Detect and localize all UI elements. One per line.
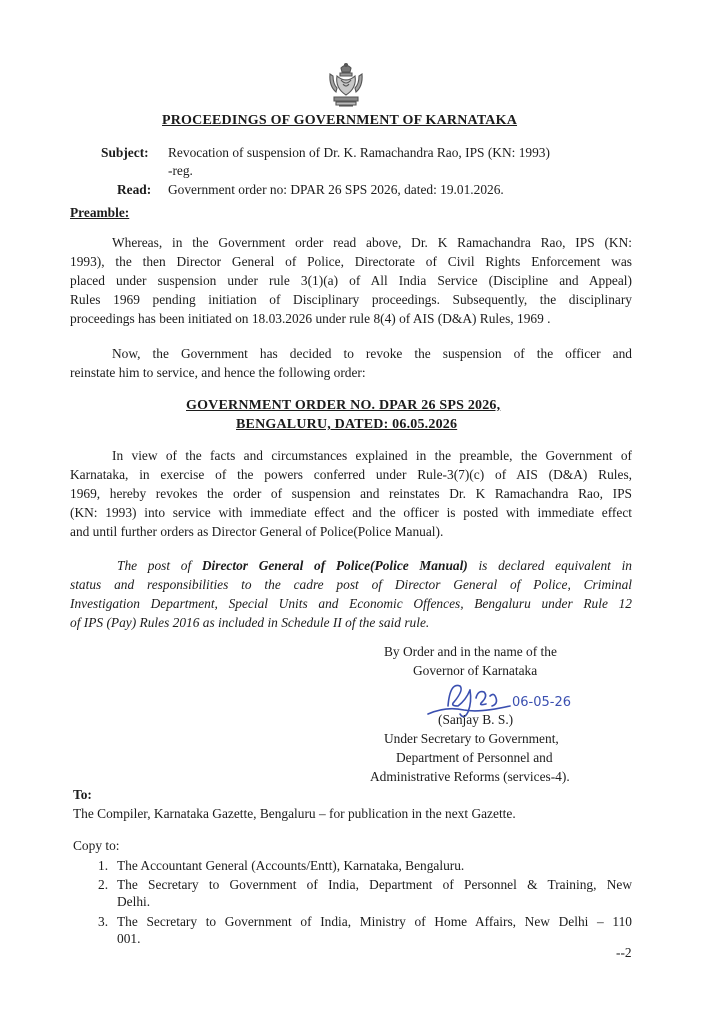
- order-para1-line: and until further orders as Director General of Police(Police Manual).: [70, 524, 444, 539]
- preamble-para1-line: proceedings has been initiated on 18.03.2026 under rule 8(4) of AIS (D&A) Rules, 1969 .: [70, 311, 551, 326]
- copy-item-line: Delhi.: [117, 894, 151, 909]
- preamble-label: Preamble:: [70, 205, 130, 220]
- designation-line: Under Secretary to Government,: [384, 731, 559, 746]
- subject-label: Subject:: [101, 145, 149, 160]
- copy-item-number: 3.: [98, 914, 109, 929]
- order-para1-line: In view of the facts and circumstances explained in the preamble, the Government of: [112, 448, 632, 463]
- order-para1-line: Karnataka, in exercise of the powers conferred under Rule-3(7)(c) of AIS (D&A) Rules,: [70, 467, 632, 482]
- read-label: Read:: [117, 182, 152, 197]
- copy-to-label: Copy to:: [73, 838, 120, 853]
- subject-line-2: -reg.: [168, 163, 193, 178]
- preamble-para1-line: Whereas, in the Government order read above, Dr. K Ramachandra Rao, IPS (KN:: [112, 235, 632, 250]
- copy-item-line: The Secretary to Government of India, Department of Personnel & Training, New: [117, 877, 632, 892]
- preamble-para1-line: Rules 1969 pending initiation of Disciplinary proceedings. Subsequently, the disciplinary: [70, 292, 632, 307]
- karnataka-emblem-icon: [327, 62, 365, 110]
- signatory-name: (Sanjay B. S.): [438, 712, 514, 727]
- copy-item-line: 001.: [117, 931, 141, 946]
- subject-line-1: Revocation of suspension of Dr. K. Ramachandra Rao, IPS (KN: 1993): [168, 145, 550, 160]
- order-para1-line: (KN: 1993) into service with immediate effect and the officer is posted with immediate effect: [70, 505, 632, 520]
- to-label: To:: [73, 787, 92, 802]
- read-text: Government order no: DPAR 26 SPS 2026, dated: 19.01.2026.: [168, 182, 504, 197]
- copy-item-number: 1.: [98, 858, 109, 873]
- order-para2-line: status and responsibilities to the cadre post of Director General of Police, Criminal: [70, 577, 632, 592]
- order-para2-line: of IPS (Pay) Rules 2016 as included in Schedule II of the said rule.: [70, 615, 430, 630]
- copy-item-number: 2.: [98, 877, 109, 892]
- order-para1-line: 1969, hereby revokes the order of suspension and reinstates Dr. K Ramachandra Rao, IPS: [70, 486, 632, 501]
- preamble-para2-line: reinstate him to service, and hence the following order:: [70, 365, 366, 380]
- order-para2-line-1: The post of Director General of Police(Police Manual) is declared equivalent in: [117, 558, 632, 573]
- designation-line: Department of Personnel and: [396, 750, 553, 765]
- preamble-para1-line: 1993), the then Director General of Police, Directorate of Civil Rights Enforcement was: [70, 254, 632, 269]
- page-title: PROCEEDINGS OF GOVERNMENT OF KARNATAKA: [162, 113, 518, 128]
- signature-line-1: By Order and in the name of the: [384, 644, 557, 659]
- preamble-para2-line: Now, the Government has decided to revoke the suspension of the officer and: [112, 346, 632, 361]
- signature-line-2: Governor of Karnataka: [413, 663, 538, 678]
- to-text: The Compiler, Karnataka Gazette, Bengaluru – for publication in the next Gazette.: [73, 806, 516, 821]
- copy-item-line: The Secretary to Government of India, Ministry of Home Affairs, New Delhi – 110: [117, 914, 632, 929]
- copy-item-line: The Accountant General (Accounts/Entt), Karnataka, Bengaluru.: [117, 858, 465, 873]
- order-heading-line-2: BENGALURU, DATED: 06.05.2026: [236, 417, 458, 432]
- order-heading-line-1: GOVERNMENT ORDER NO. DPAR 26 SPS 2026,: [186, 398, 501, 413]
- designation-line: Administrative Reforms (services-4).: [370, 769, 570, 784]
- preamble-para1-line: placed under suspension under rule 3(1)(a) of All India Service (Discipline and Appeal): [70, 273, 632, 288]
- post-title: Director General of Police(Police Manual): [201, 558, 468, 573]
- signature-date: 06-05-26: [512, 695, 572, 710]
- order-para2-line: Investigation Department, Special Units and Economic Offences, Bengaluru under Rule 12: [70, 596, 632, 611]
- page-marker: --2: [616, 945, 632, 960]
